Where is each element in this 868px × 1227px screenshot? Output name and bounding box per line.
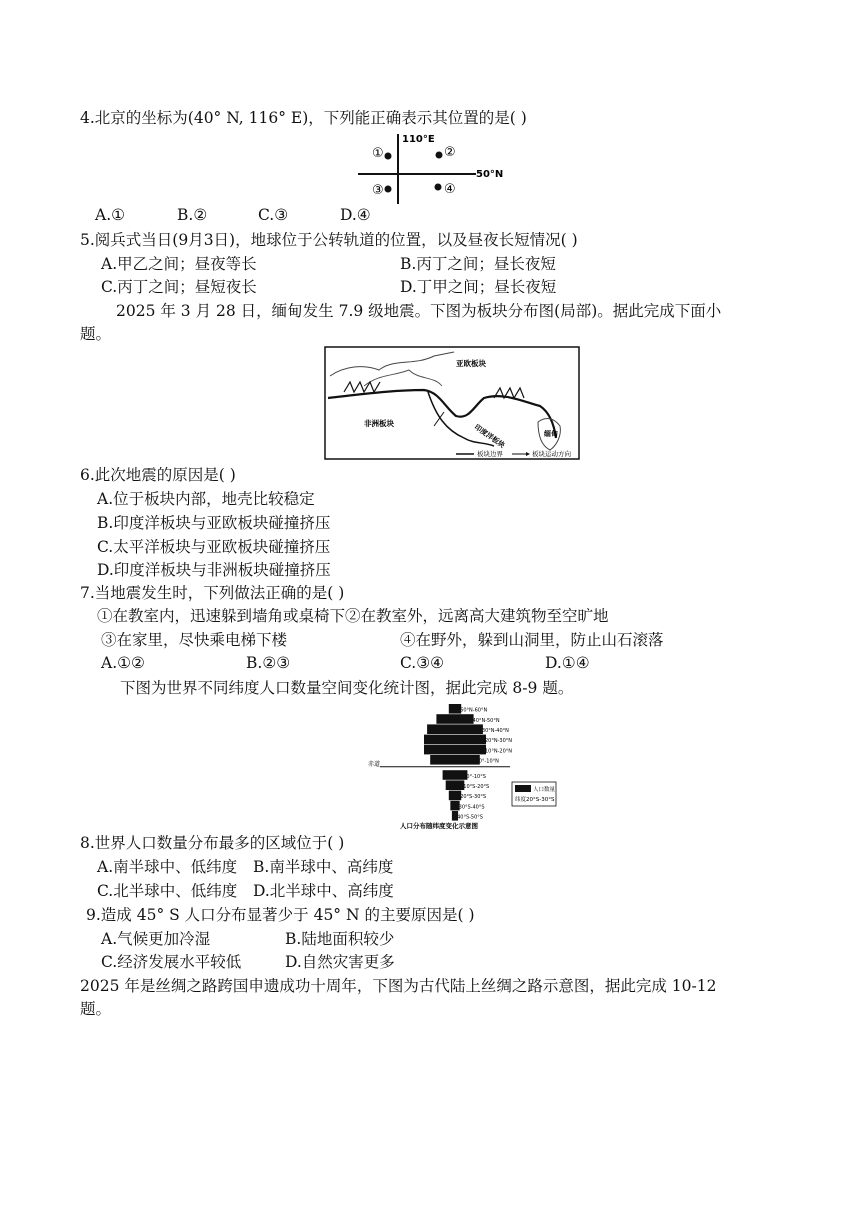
population-bar xyxy=(424,745,486,755)
point-4 xyxy=(435,184,442,191)
latitude-label: 10°N-20°N xyxy=(485,748,513,755)
q6-stem: 6.此次地震的原因是( ) xyxy=(80,466,236,484)
q7-option-b[interactable]: B.②③ xyxy=(246,654,291,672)
point-1 xyxy=(385,153,392,160)
svg-text:②: ② xyxy=(444,145,456,160)
q4-option-b[interactable]: B.② xyxy=(177,206,208,224)
q4-option-c[interactable]: C.③ xyxy=(258,206,289,224)
q7-statement-3: ③在家里，尽快乘电梯下楼 xyxy=(101,631,288,649)
legend-2: 纬度20°S-30°S xyxy=(515,797,555,803)
latitude-label: 40°S-50°S xyxy=(457,814,483,821)
meridian-label: 110°E xyxy=(402,134,435,145)
latitude-label: 10°S-20°S xyxy=(463,784,490,790)
q9-option-a[interactable]: A.气候更加冷湿 xyxy=(101,930,211,948)
q9-option-d[interactable]: D.自然灾害更多 xyxy=(285,953,395,971)
q9-option-b[interactable]: B.陆地面积较少 xyxy=(285,930,395,948)
coordinate-figure xyxy=(358,132,508,206)
latitude-label: 30°N-40°N xyxy=(481,728,509,734)
intro-q6-line2: 题。 xyxy=(80,325,112,343)
q5-option-d[interactable]: D.丁甲之间；昼长夜短 xyxy=(400,278,557,296)
population-chart xyxy=(360,700,560,832)
q7-option-c[interactable]: C.③④ xyxy=(400,654,445,672)
population-bar xyxy=(446,780,465,790)
plate-map xyxy=(324,346,580,460)
q8-stem: 8.世界人口数量分布最多的区域位于( ) xyxy=(80,834,345,852)
legend-swatch xyxy=(515,785,531,792)
q4-stem: 4.北京的坐标为(40° N, 116° E)，下列能正确表示其位置的是( ) xyxy=(80,109,527,127)
latitude-label: 40°N-50°N xyxy=(472,717,500,724)
legend-motion: 板块运动方向 xyxy=(532,450,571,458)
equator-label: 赤道 xyxy=(368,761,381,768)
q4-option-d[interactable]: D.④ xyxy=(340,206,371,224)
q8-option-a[interactable]: A.南半球中、低纬度 xyxy=(97,858,238,876)
population-bar xyxy=(436,714,473,724)
q8-option-b[interactable]: B.南半球中、高纬度 xyxy=(253,858,394,876)
latitude-label: 20°N-30°N xyxy=(485,738,513,745)
point-2 xyxy=(436,152,443,159)
intro-q6-line1: 2025 年 3 月 28 日，缅甸发生 7.9 级地震。下图为板块分布图(局部)。据此完成下面小 xyxy=(116,302,722,320)
q8-option-d[interactable]: D.北半球中、高纬度 xyxy=(253,882,394,900)
q6-option-d[interactable]: D.印度洋板块与非洲板块碰撞挤压 xyxy=(97,561,331,579)
q5-option-a[interactable]: A.甲乙之间；昼夜等长 xyxy=(101,255,257,273)
q5-option-b[interactable]: B.丙丁之间；昼长夜短 xyxy=(400,255,556,273)
intro-q10-12-line1: 2025 年是丝绸之路跨国申遗成功十周年，下图为古代陆上丝绸之路示意图，据此完成 10-12 xyxy=(80,977,717,995)
q6-option-b[interactable]: B.印度洋板块与亚欧板块碰撞挤压 xyxy=(97,514,331,532)
label-indian: 印度洋板块 xyxy=(472,423,507,450)
point-3 xyxy=(385,186,392,193)
q5-stem: 5.阅兵式当日(9月3日)，地球位于公转轨道的位置，以及昼夜长短情况( ) xyxy=(80,231,578,249)
intro-q10-12-line2: 题。 xyxy=(80,1000,112,1018)
q8-option-c[interactable]: C.北半球中、低纬度 xyxy=(97,882,238,900)
population-bar xyxy=(424,735,486,745)
q7-option-a[interactable]: A.①② xyxy=(101,654,145,672)
label-burma: 缅甸 xyxy=(544,430,558,438)
legend-1: 人口数量 xyxy=(533,787,556,793)
q9-option-c[interactable]: C.经济发展水平较低 xyxy=(101,953,242,971)
population-bar xyxy=(430,755,480,765)
label-africa: 非洲板块 xyxy=(364,419,394,428)
intro-q8-9: 下图为世界不同纬度人口数量空间变化统计图，据此完成 8-9 题。 xyxy=(120,679,574,697)
latitude-label: 0°-10°S xyxy=(466,773,486,780)
svg-text:③: ③ xyxy=(372,183,384,198)
svg-text:①: ① xyxy=(372,146,384,161)
q7-stem: 7.当地震发生时，下列做法正确的是( ) xyxy=(80,584,345,602)
latitude-label: 50°N-60°N xyxy=(460,707,488,714)
label-eurasia: 亚欧板块 xyxy=(456,359,486,368)
chart-title: 人口分布随纬度变化示意图 xyxy=(400,822,478,830)
q7-statement-4: ④在野外，躲到山洞里，防止山石滚落 xyxy=(400,631,664,649)
q7-option-d[interactable]: D.①④ xyxy=(545,654,590,672)
q4-option-a[interactable]: A.① xyxy=(95,206,126,224)
parallel-label: 50°N xyxy=(476,169,504,180)
population-bar xyxy=(443,770,468,780)
legend-boundary: 板块边界 xyxy=(477,450,503,458)
svg-text:④: ④ xyxy=(444,182,456,197)
q9-stem: 9.造成 45° S 人口分布显著少于 45° N 的主要原因是( ) xyxy=(86,906,475,924)
q6-option-c[interactable]: C.太平洋板块与亚欧板块碰撞挤压 xyxy=(97,538,331,556)
population-bar xyxy=(427,724,483,734)
latitude-label: 20°S-30°S xyxy=(460,794,487,801)
q6-option-a[interactable]: A.位于板块内部，地壳比较稳定 xyxy=(97,490,315,508)
q5-option-c[interactable]: C.丙丁之间；昼短夜长 xyxy=(101,278,257,296)
q7-statements-1-2: ①在教室内，迅速躲到墙角或桌椅下②在教室外，远离高大建筑物至空旷地 xyxy=(97,607,609,625)
latitude-label: 0°-10°N xyxy=(478,758,499,765)
latitude-label: 30°S-40°S xyxy=(458,804,485,811)
